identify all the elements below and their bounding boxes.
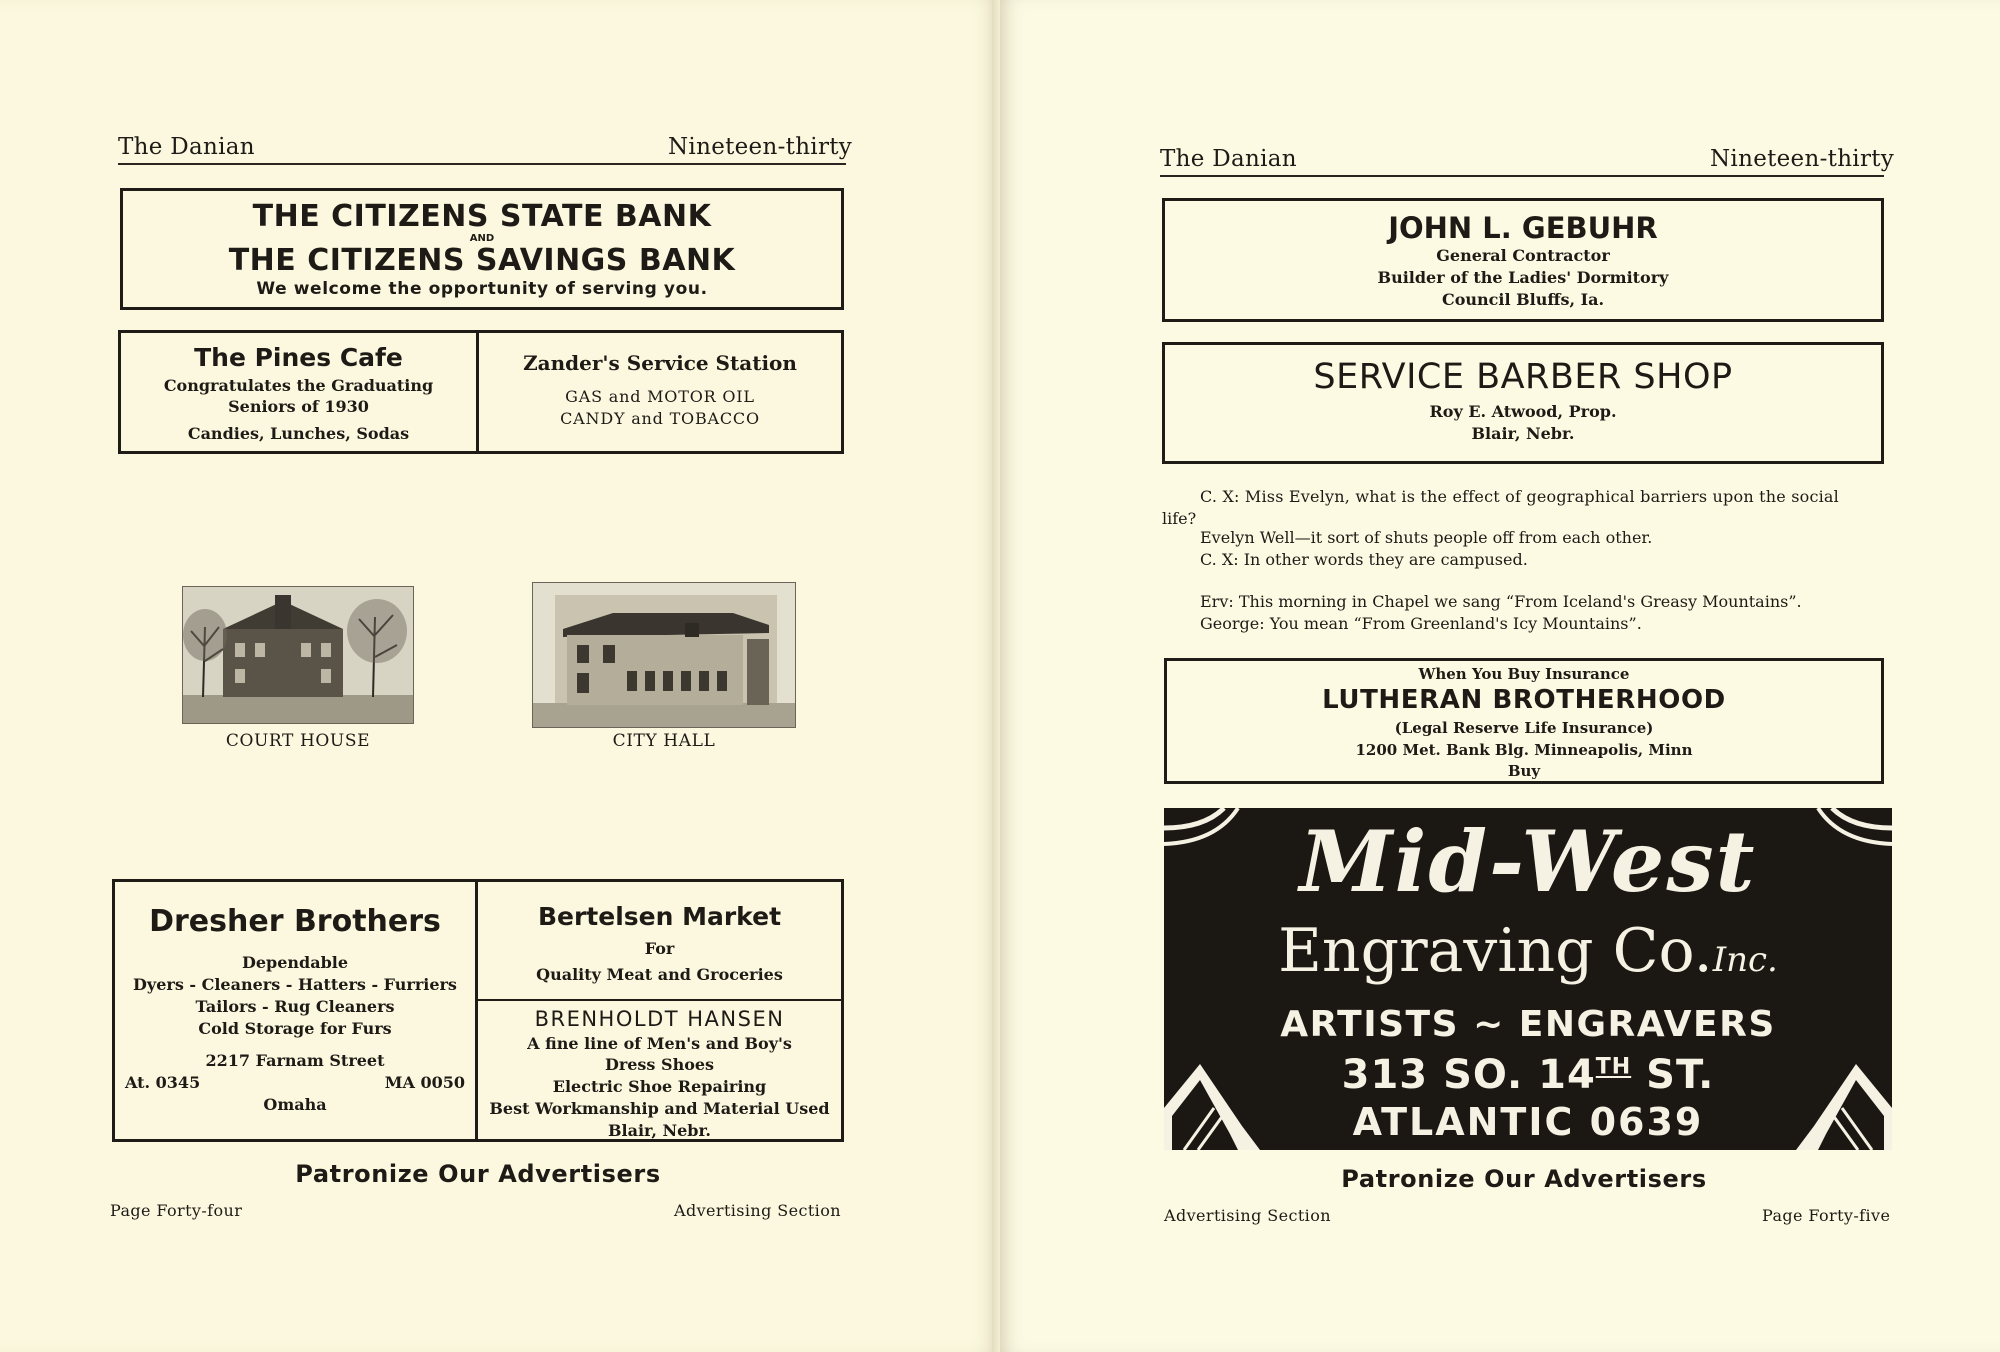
ad-service-barber-shop	[1162, 342, 1884, 464]
dresher-line3: Tailors - Rug Cleaners	[195, 997, 395, 1016]
gebuhr-line3: Council Bluffs, Ia.	[1441, 290, 1605, 309]
court-house-photo	[182, 586, 414, 724]
ad-midwest-engraving	[1164, 808, 1892, 1150]
dresher-phone-right: MA 0050	[384, 1073, 465, 1092]
joke-2-line1: Erv: This morning in Chapel we sang “From Iceland's Greasy Mountains”.	[1200, 592, 1802, 611]
lutheran-line2: 1200 Met. Bank Blg. Minneapolis, Minn	[1355, 741, 1693, 759]
joke-1-line3: Evelyn Well—it sort of shuts people off from each other.	[1200, 528, 1653, 547]
gebuhr-line1: General Contractor	[1436, 246, 1610, 265]
ad-john-gebuhr	[1162, 198, 1884, 322]
midwest-address-sup: TH	[1595, 1054, 1632, 1080]
midwest-line1: ARTISTS ~ ENGRAVERS	[1280, 1004, 1776, 1045]
midwest-logo: Mid-West	[1299, 812, 1757, 911]
court-house-caption: COURT HOUSE	[225, 731, 371, 751]
running-title: The Danian	[118, 134, 255, 160]
joke-2-line2: George: You mean “From Greenland's Icy Mountains”.	[1200, 614, 1642, 633]
ad-pines-cafe	[121, 333, 476, 451]
hansen-line3: Electric Shoe Repairing	[552, 1077, 767, 1096]
dresher-city: Omaha	[263, 1095, 327, 1114]
city-hall-photo	[532, 582, 796, 728]
ad-dresher-brothers	[115, 882, 475, 1139]
midwest-company-line	[1164, 916, 1892, 986]
dresher-line1: Dependable	[241, 953, 349, 972]
header-rule	[1160, 175, 1884, 177]
zander-line1: GAS and MOTOR OIL	[565, 387, 755, 406]
joke-1-line1: C. X: Miss Evelyn, what is the effect of geographical barriers upon the social	[1200, 487, 1839, 506]
hansen-line4: Best Workmanship and Material Used	[489, 1099, 830, 1118]
city-hall-illustration	[533, 583, 796, 728]
hansen-line2: Dress Shoes	[604, 1055, 715, 1074]
barber-line1: Roy E. Atwood, Prop.	[1429, 402, 1617, 421]
pines-line2: Seniors of 1930	[228, 397, 369, 416]
bank-tagline: We welcome the opportunity of serving you.	[256, 279, 708, 299]
running-year: Nineteen-thirty	[668, 134, 853, 160]
midwest-address-post: ST.	[1631, 1052, 1715, 1098]
section-label: Advertising Section	[1164, 1206, 1331, 1225]
midwest-line3: ATLANTIC 0639	[1352, 1100, 1704, 1144]
dresher-phone-left: At. 0345	[125, 1073, 201, 1092]
dresher-address: 2217 Farnam Street	[205, 1051, 385, 1070]
bank-line1: THE CITIZENS STATE BANK	[252, 199, 712, 234]
dresher-name: Dresher Brothers	[149, 904, 441, 939]
patronize-footer: Patronize Our Advertisers	[1341, 1165, 1707, 1193]
midwest-company: Engraving Co.	[1278, 916, 1713, 986]
section-label: Advertising Section	[674, 1201, 841, 1220]
hansen-line1: A fine line of Men's and Boy's	[527, 1034, 792, 1053]
hansen-line5: Blair, Nebr.	[608, 1121, 711, 1140]
zander-name: Zander's Service Station	[523, 351, 797, 375]
ad-brenholdt-hansen	[478, 1001, 841, 1139]
page-number: Page Forty-five	[1762, 1206, 1891, 1225]
patronize-footer: Patronize Our Advertisers	[295, 1160, 661, 1188]
hansen-name: BRENHOLDT HANSEN	[534, 1007, 785, 1031]
gebuhr-name: JOHN L. GEBUHR	[1388, 211, 1658, 245]
ad-bertelsen-market	[478, 882, 841, 999]
ad-citizens-bank	[120, 188, 844, 310]
barber-name: SERVICE BARBER SHOP	[1313, 357, 1733, 397]
running-title: The Danian	[1160, 146, 1297, 172]
gebuhr-line2: Builder of the Ladies' Dormitory	[1377, 268, 1669, 287]
ad-zander	[479, 333, 841, 451]
running-year: Nineteen-thirty	[1710, 146, 1895, 172]
midwest-address: 313 SO. 14	[1341, 1052, 1596, 1098]
ad-lutheran-brotherhood	[1164, 658, 1884, 784]
midwest-inc: Inc.	[1712, 940, 1778, 980]
dresher-line2: Dyers - Cleaners - Hatters - Furriers	[133, 975, 457, 994]
ad-pines-zander	[118, 330, 844, 454]
bertelsen-line2: Quality Meat and Groceries	[536, 965, 783, 984]
city-hall-caption: CITY HALL	[612, 731, 716, 751]
bertelsen-line1: For	[644, 939, 675, 958]
header-rule	[118, 163, 846, 165]
barber-line2: Blair, Nebr.	[1471, 424, 1575, 443]
dresher-line4: Cold Storage for Furs	[198, 1019, 392, 1038]
lutheran-name: LUTHERAN BROTHERHOOD	[1322, 685, 1726, 715]
joke-1-line4: C. X: In other words they are campused.	[1200, 550, 1528, 569]
lutheran-line3: Buy	[1507, 762, 1541, 780]
joke-1-line2: life?	[1162, 509, 1197, 528]
pines-line1: Congratulates the Graduating	[163, 376, 434, 395]
bank-and: AND	[469, 233, 495, 244]
right-page	[1000, 0, 2000, 1352]
court-house-illustration	[183, 587, 414, 724]
midwest-line2	[1164, 1052, 1892, 1098]
ad-dresher-bertelsen-hansen	[112, 879, 844, 1142]
lutheran-top: When You Buy Insurance	[1418, 665, 1630, 683]
zander-line2: CANDY and TOBACCO	[560, 409, 760, 428]
pines-line3: Candies, Lunches, Sodas	[187, 424, 410, 443]
lutheran-line1: (Legal Reserve Life Insurance)	[1394, 719, 1654, 737]
bank-line2: THE CITIZENS SAVINGS BANK	[228, 243, 736, 278]
page-number: Page Forty-four	[110, 1201, 243, 1220]
bertelsen-name: Bertelsen Market	[537, 902, 782, 931]
pines-name: The Pines Cafe	[194, 343, 403, 372]
